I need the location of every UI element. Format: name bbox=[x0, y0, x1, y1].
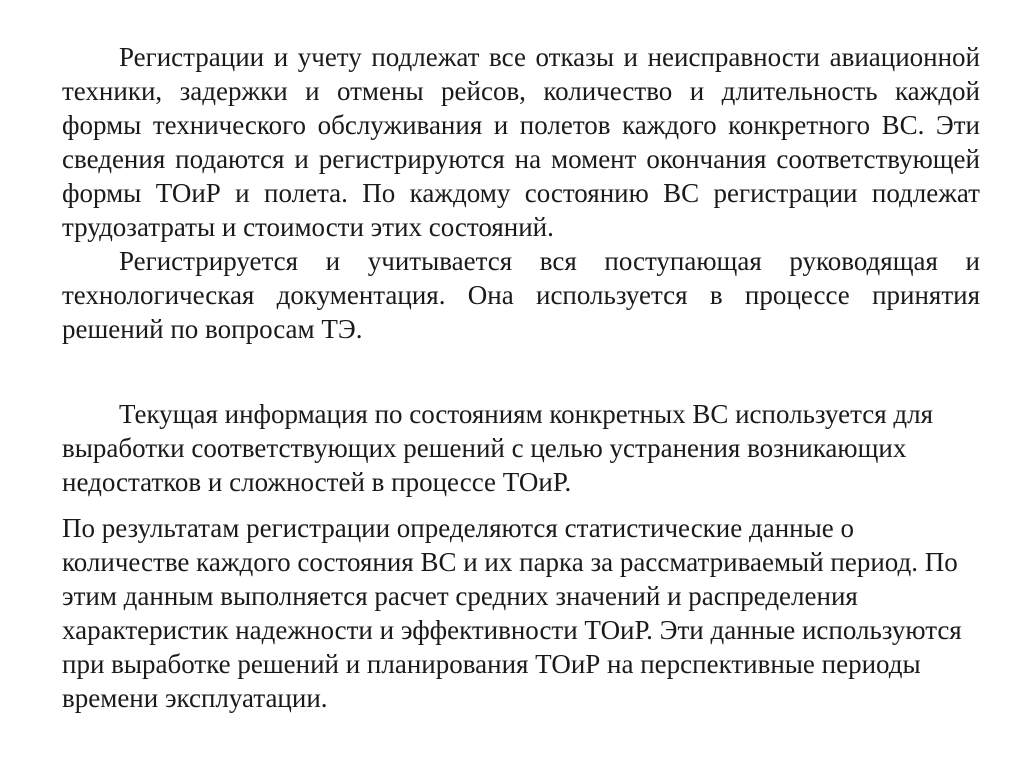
paragraph-statistics: По результатам регистрации определяются статистические данные о количестве каждого состояния ВС и их парка за рассматриваемый период. По этим данным выполняется расчет средних значений и распределения характеристик надежности и эффективности ТОиР. Эти данные используются при выработке решений и планирования ТОиР на перспективные периоды времени эксплуатации. bbox=[62, 513, 962, 713]
paragraph-registration-failures: Регистрации и учету подлежат все отказы и неисправности авиационной техники, задержки и отмены рейсов, количество и длительность каждой формы технического обслуживания и полетов каждого конкретного ВС. Эти сведения подаются и регистрируются на момент окончания соответствующей формы ТОиР и полета. По каждому состоянию ВС регистрации подлежат трудозатраты и стоимости этих состояний. bbox=[62, 42, 980, 242]
document-page bbox=[62, 40, 980, 715]
paragraph-documentation: Регистрируется и учитывается вся поступающая руководящая и технологическая документация. Она используется в процессе принятия решений по вопросам ТЭ. bbox=[62, 246, 980, 344]
paragraph-current-information: Текущая информация по состояниям конкретных ВС используется для выработки соответствующих решений с целью устранения возникающих недостатков и сложностей в процессе ТОиР. bbox=[62, 399, 934, 497]
